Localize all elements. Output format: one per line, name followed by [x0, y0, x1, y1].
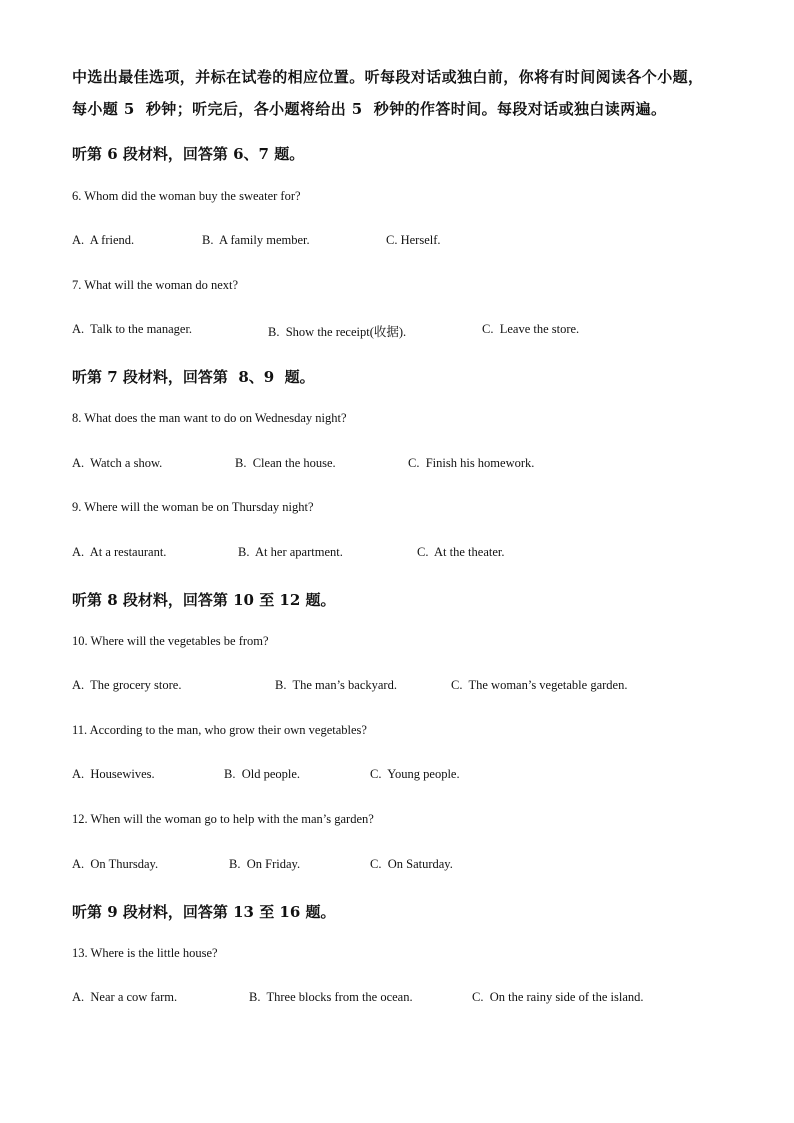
question-text: 13. Where is the little house?	[72, 946, 218, 960]
option-a: A. On Thursday.	[72, 857, 159, 871]
option-c: C. Young people.	[370, 767, 460, 781]
question-text: 12. When will the woman go to help with the man’s garden?	[72, 812, 374, 826]
question-text: 7. What will the woman do next?	[72, 278, 239, 292]
option-b: B. At her apartment.	[238, 545, 343, 559]
option-a: A. Housewives.	[72, 767, 155, 781]
option-a: A. Talk to the manager.	[72, 322, 193, 336]
answer-options	[0, 678, 794, 698]
option-a: A. At a restaurant.	[72, 545, 167, 559]
question-text: 10. Where will the vegetables be from?	[72, 634, 269, 648]
option-c: C. On the rainy side of the island.	[472, 990, 644, 1004]
option-b: B. On Friday.	[229, 857, 301, 871]
question-text: 11. According to the man, who grow their own vegetables?	[72, 723, 367, 737]
answer-options	[0, 233, 794, 253]
question-text: 9. Where will the woman be on Thursday night?	[72, 500, 314, 514]
answer-options	[0, 456, 794, 476]
section-heading: 听第 9 段材料，回答第 13 至 16 题。	[72, 903, 336, 921]
option-c: C. Herself.	[386, 233, 441, 247]
option-a: A. The grocery store.	[72, 678, 182, 692]
question-text: 6. Whom did the woman buy the sweater for?	[72, 189, 301, 203]
section-heading: 听第 8 段材料，回答第 10 至 12 题。	[72, 591, 336, 609]
option-a: A. A friend.	[72, 233, 135, 247]
option-b: B. Clean the house.	[235, 456, 336, 470]
option-b: B. Old people.	[224, 767, 301, 781]
instructions-line-1: 中选出最佳选项，并标在试卷的相应位置。听每段对话或独白前，你将有时间阅读各个小题，	[72, 68, 704, 86]
instructions-line-2: 每小题 5 秒钟；听完后，各小题将给出 5 秒钟的作答时间。每段对话或独白读两遍。	[72, 100, 667, 118]
answer-options	[0, 322, 794, 342]
option-b: B. Show the receipt(收据).	[268, 325, 407, 339]
answer-options	[0, 545, 794, 565]
option-c: C. The woman’s vegetable garden.	[451, 678, 628, 692]
answer-options	[0, 857, 794, 877]
option-a: A. Watch a show.	[72, 456, 163, 470]
question-text: 8. What does the man want to do on Wednesday night?	[72, 411, 347, 425]
answer-options	[0, 767, 794, 787]
option-c: C. At the theater.	[417, 545, 505, 559]
option-b: B. A family member.	[202, 233, 310, 247]
option-c: C. Finish his homework.	[408, 456, 535, 470]
option-a: A. Near a cow farm.	[72, 990, 178, 1004]
option-c: C. On Saturday.	[370, 857, 453, 871]
section-heading: 听第 7 段材料，回答第 8、9 题。	[72, 368, 315, 386]
answer-options	[0, 990, 794, 1010]
option-c: C. Leave the store.	[482, 322, 580, 336]
option-b: B. The man’s backyard.	[275, 678, 397, 692]
section-heading: 听第 6 段材料，回答第 6、7 题。	[72, 145, 305, 163]
option-b: B. Three blocks from the ocean.	[249, 990, 413, 1004]
